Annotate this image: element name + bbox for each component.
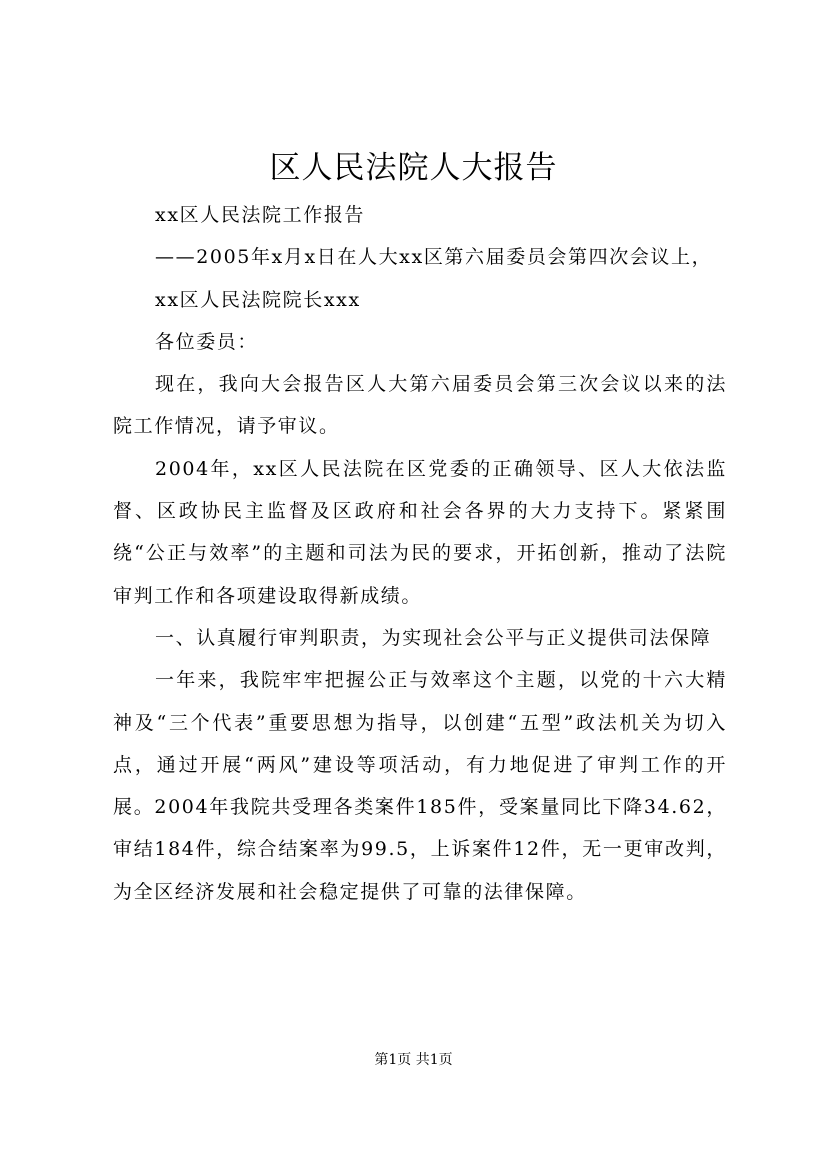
document-body — [113, 194, 727, 913]
report-author: xx区人民法院院长xxx — [155, 288, 361, 311]
salutation: 各位委员： — [155, 330, 259, 353]
body-paragraph: 一年来，我院牢牢把握公正与效率这个主题，以党的十六大精神及“三个代表”重要思想为指导，以创建“五型”政法机关为切入点，通过开展“两风”建设等项活动，有力地促进了审判工作的开展。2004年我院共受理各类案件185件，受案量同比下降34.62，审结184件，综合结案率为99.5，上诉案件12件，无一更审改判，为全区经济发展和社会稳定提供了可靠的法律保障。 — [113, 669, 727, 903]
body-paragraph: 现在，我向大会报告区人大第六届委员会第三次会议以来的法院工作情况，请予审议。 — [113, 373, 727, 438]
report-subheading: ——2005年x月x日在人大xx区第六届委员会第四次会议上， — [155, 246, 713, 269]
document-title: 区人民法院人大报告 — [269, 150, 558, 186]
section-heading: 一、认真履行审判职责，为实现社会公平与正义提供司法保障 — [155, 626, 712, 649]
report-heading: xx区人民法院工作报告 — [155, 204, 366, 226]
page-number-footer: 第1页 共1页 — [374, 1052, 453, 1068]
body-paragraph: 2004年，xx区人民法院在区党委的正确领导、区人大依法监督、区政协民主监督及区政府和社会各界的大力支持下。紧紧围绕“公正与效率”的主题和司法为民的要求，开拓创新，推动了法院审判工作和各项建设取得新成绩。 — [113, 457, 727, 607]
